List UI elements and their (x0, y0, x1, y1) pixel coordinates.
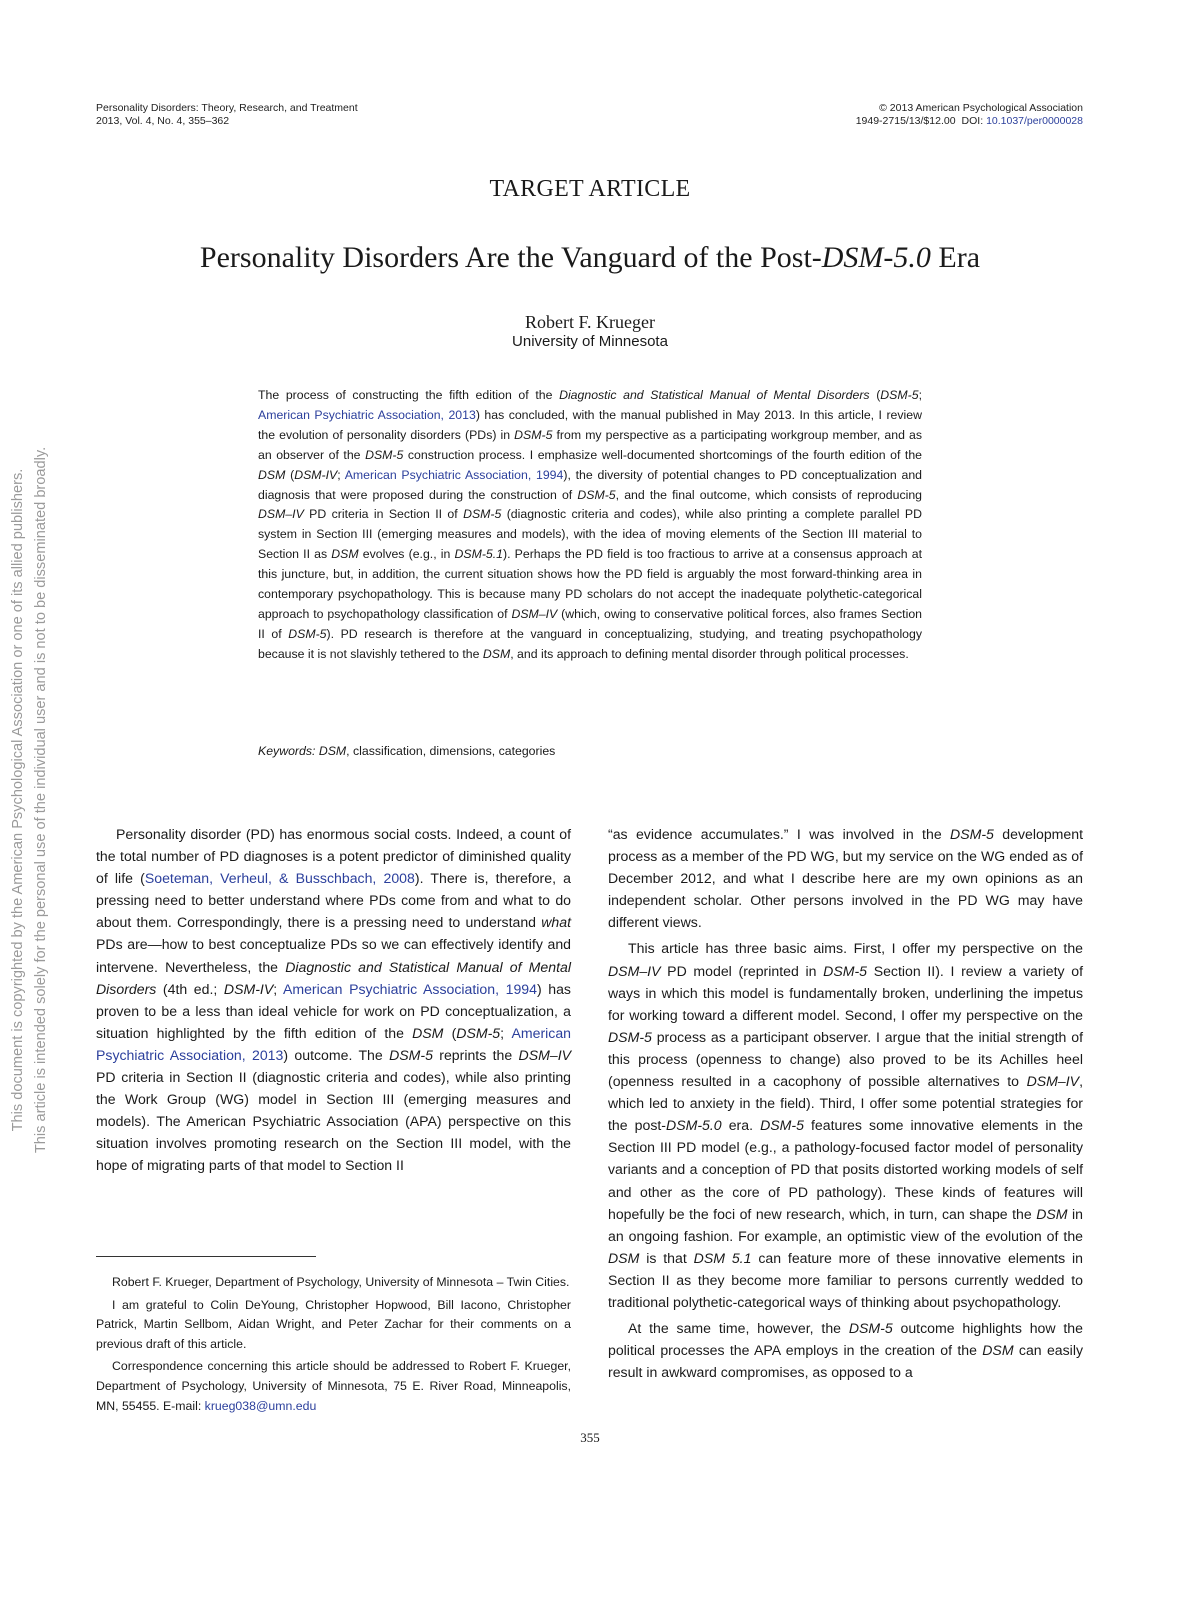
author-name: Robert F. Krueger (524, 312, 656, 332)
footnote: I am grateful to Colin DeYoung, Christopher Hopwood, Bill Iacono, Christopher Patrick, Martin Sellbom, Aidan Wright, and Peter Zachar for their comments on a previous draft of this article. (96, 1297, 571, 1351)
title-italic: DSM-5.0 (821, 241, 931, 274)
body-left-column (96, 823, 571, 1177)
watermark-line: This article is intended solely for the personal use of the individual user and is not to be disseminated broadly. (33, 446, 49, 1154)
page-number: 355 (580, 1430, 600, 1445)
body-paragraph: At the same time, however, the DSM-5 outcome highlights how the political processes the APA employs in the creation of the DSM can easily result in awkward compromises, as opposed to a (608, 1320, 1083, 1381)
issn: 1949-2715/13/$12.00 (855, 115, 956, 127)
body-right-column (608, 823, 1083, 1383)
volume-line: 2013, Vol. 4, No. 4, 355–362 (96, 115, 230, 127)
body-paragraph: Personality disorder (PD) has enormous social costs. Indeed, a count of the total number of PD diagnoses is a potent predictor of diminished quality of life (Soeteman, Verheul, & Busschbach, 2008). There is, therefore, a pressing need to better understand where PDs come from and what to do about them. Correspondingly, there is a pressing need to understand what PDs are—how to best conceptualize PDs so we can effectively identify and intervene. Nevertheless, the Diagnostic and Statistical Manual of Mental Disorders (4th ed.; DSM-IV; American Psychiatric Association, 1994) has proven to be a less than ideal vehicle for work on PD conceptualization, a situation highlighted by the fifth edition of the DSM (DSM-5; American Psychiatric Association, 2013) outcome. The DSM-5 reprints the DSM–IV PD criteria in Section II (diagnostic criteria and codes), while also printing the Work Group (WG) model in Section III (emerging measures and models). The American Psychiatric Association (APA) perspective on this situation involves promoting research on the Section III model, with the hope of migrating parts of that model to Section II (96, 826, 572, 1174)
email-link[interactable]: krueg038@umn.edu (204, 1398, 317, 1413)
running-header-right (856, 102, 1083, 128)
title-suffix: Era (930, 241, 981, 274)
citation-link[interactable]: American Psychiatric Association, 2013 (258, 407, 476, 422)
citation-link[interactable]: American Psychiatric Association, 1994 (282, 980, 537, 997)
body-paragraph: This article has three basic aims. First, I offer my perspective on the DSM–IV PD model (reprinted in DSM-5 Section II). I review a variety of ways in which this model is fundamentally broken, underlining the impetus for working toward a different model. Second, I offer my perspective on the DSM-5 process as a participant observer. I argue that the initial strength of this process (openness to change) also proved to be its Achilles heel (openness resulted in a cacophony of possible alternatives to DSM–IV, which led to anxiety in the field). Third, I offer some potential strategies for the post-DSM-5.0 era. DSM-5 features some innovative elements in the Section III PD model (e.g., a pathology-focused factor model of personality variants and a conception of PD that posits distorted working models of self and other as the core of PD pathology). These kinds of features will hopefully be the foci of new research, which, in turn, can shape the DSM in an ongoing fashion. For example, an optimistic view of the evolution of the DSM is that DSM 5.1 can feature more of these innovative elements in Section II as they become more familiar to persons currently wedded to traditional polythetic-categorical ways of thinking about psychopathology. (608, 940, 1084, 1310)
running-header-left (96, 102, 358, 128)
citation-link[interactable]: Soeteman, Verheul, & Busschbach, 2008 (144, 870, 415, 887)
watermark-line: This document is copyrighted by the American Psychological Association or one of its allied publishers. (10, 468, 26, 1132)
abstract: The process of constructing the fifth edition of the Diagnostic and Statistical Manual of Mental Disorders (DSM-5; American Psychiatric Association, 2013) has concluded, with the manual published in May 2013. In this article, I review the evolution of personality disorders (PDs) in DSM-5 from my perspective as a participating workgroup member, and as an observer of the DSM-5 construction process. I emphasize well-documented shortcomings of the fourth edition of the DSM (DSM-IV; American Psychiatric Association, 1994), the diversity of potential changes to PD conceptualization and diagnosis that were proposed during the construction of DSM-5, and the final outcome, which consists of reproducing DSM–IV PD criteria in Section II of DSM-5 (diagnostic criteria and codes), while also printing a complete parallel PD system in Section III (emerging measures and models), with the idea of moving elements of the Section III material to Section II as DSM evolves (e.g., in DSM-5.1). Perhaps the PD field is too fractious to arrive at a consensus approach at this juncture, but, in addition, the current situation shows how the PD field is arguably the most forward-thinking area in contemporary psychopathology. This is because many PD scholars do not accept the inadequate polythetic-categorical approach to psychopathology classification of DSM–IV (which, owing to conservative political forces, also frames Section II of DSM-5). PD research is therefore at the vanguard in conceptualizing, studying, and treating psychopathology because it is not slavishly tethered to the DSM, and its approach to defining mental disorder through political processes. (258, 388, 923, 661)
citation-link[interactable]: American Psychiatric Association, 2013 (96, 1024, 571, 1063)
journal-name: Personality Disorders: Theory, Research, and Treatment (96, 102, 358, 114)
keywords: Keywords: DSM, classification, dimensions, categories (258, 744, 556, 758)
section-label: TARGET ARTICLE (489, 176, 691, 202)
copyright-line: © 2013 American Psychological Association (879, 102, 1083, 114)
issn-doi-line (856, 115, 1083, 128)
footnote: Correspondence concerning this article should be addressed to Robert F. Krueger, Department of Psychology, University of Minnesota, 75 E. River Road, Minneapolis, MN, 55455. E-mail: krueg038@umn.edu (96, 1359, 571, 1413)
title-text: Personality Disorders Are the Vanguard of the Post- (199, 241, 822, 274)
doi-link[interactable]: 10.1037/per0000028 (986, 115, 1083, 127)
article-title (0, 241, 1180, 275)
footnotes (96, 1273, 571, 1419)
keywords-label: Keywords: (258, 744, 316, 758)
body-paragraph: “as evidence accumulates.” I was involved in the DSM-5 development process as a member of the PD WG, but my service on the WG ended as of December 2012, and what I describe here are my own opinions as an independent scholar. Other persons involved in the PD WG may have different views. (608, 826, 1083, 931)
citation-link[interactable]: American Psychiatric Association, 1994 (344, 467, 564, 482)
footnote: Robert F. Krueger, Department of Psychology, University of Minnesota – Twin Cities. (112, 1275, 570, 1289)
footnote-divider (96, 1256, 316, 1257)
author-affiliation: University of Minnesota (512, 333, 668, 350)
doi-label: DOI: (961, 115, 984, 127)
